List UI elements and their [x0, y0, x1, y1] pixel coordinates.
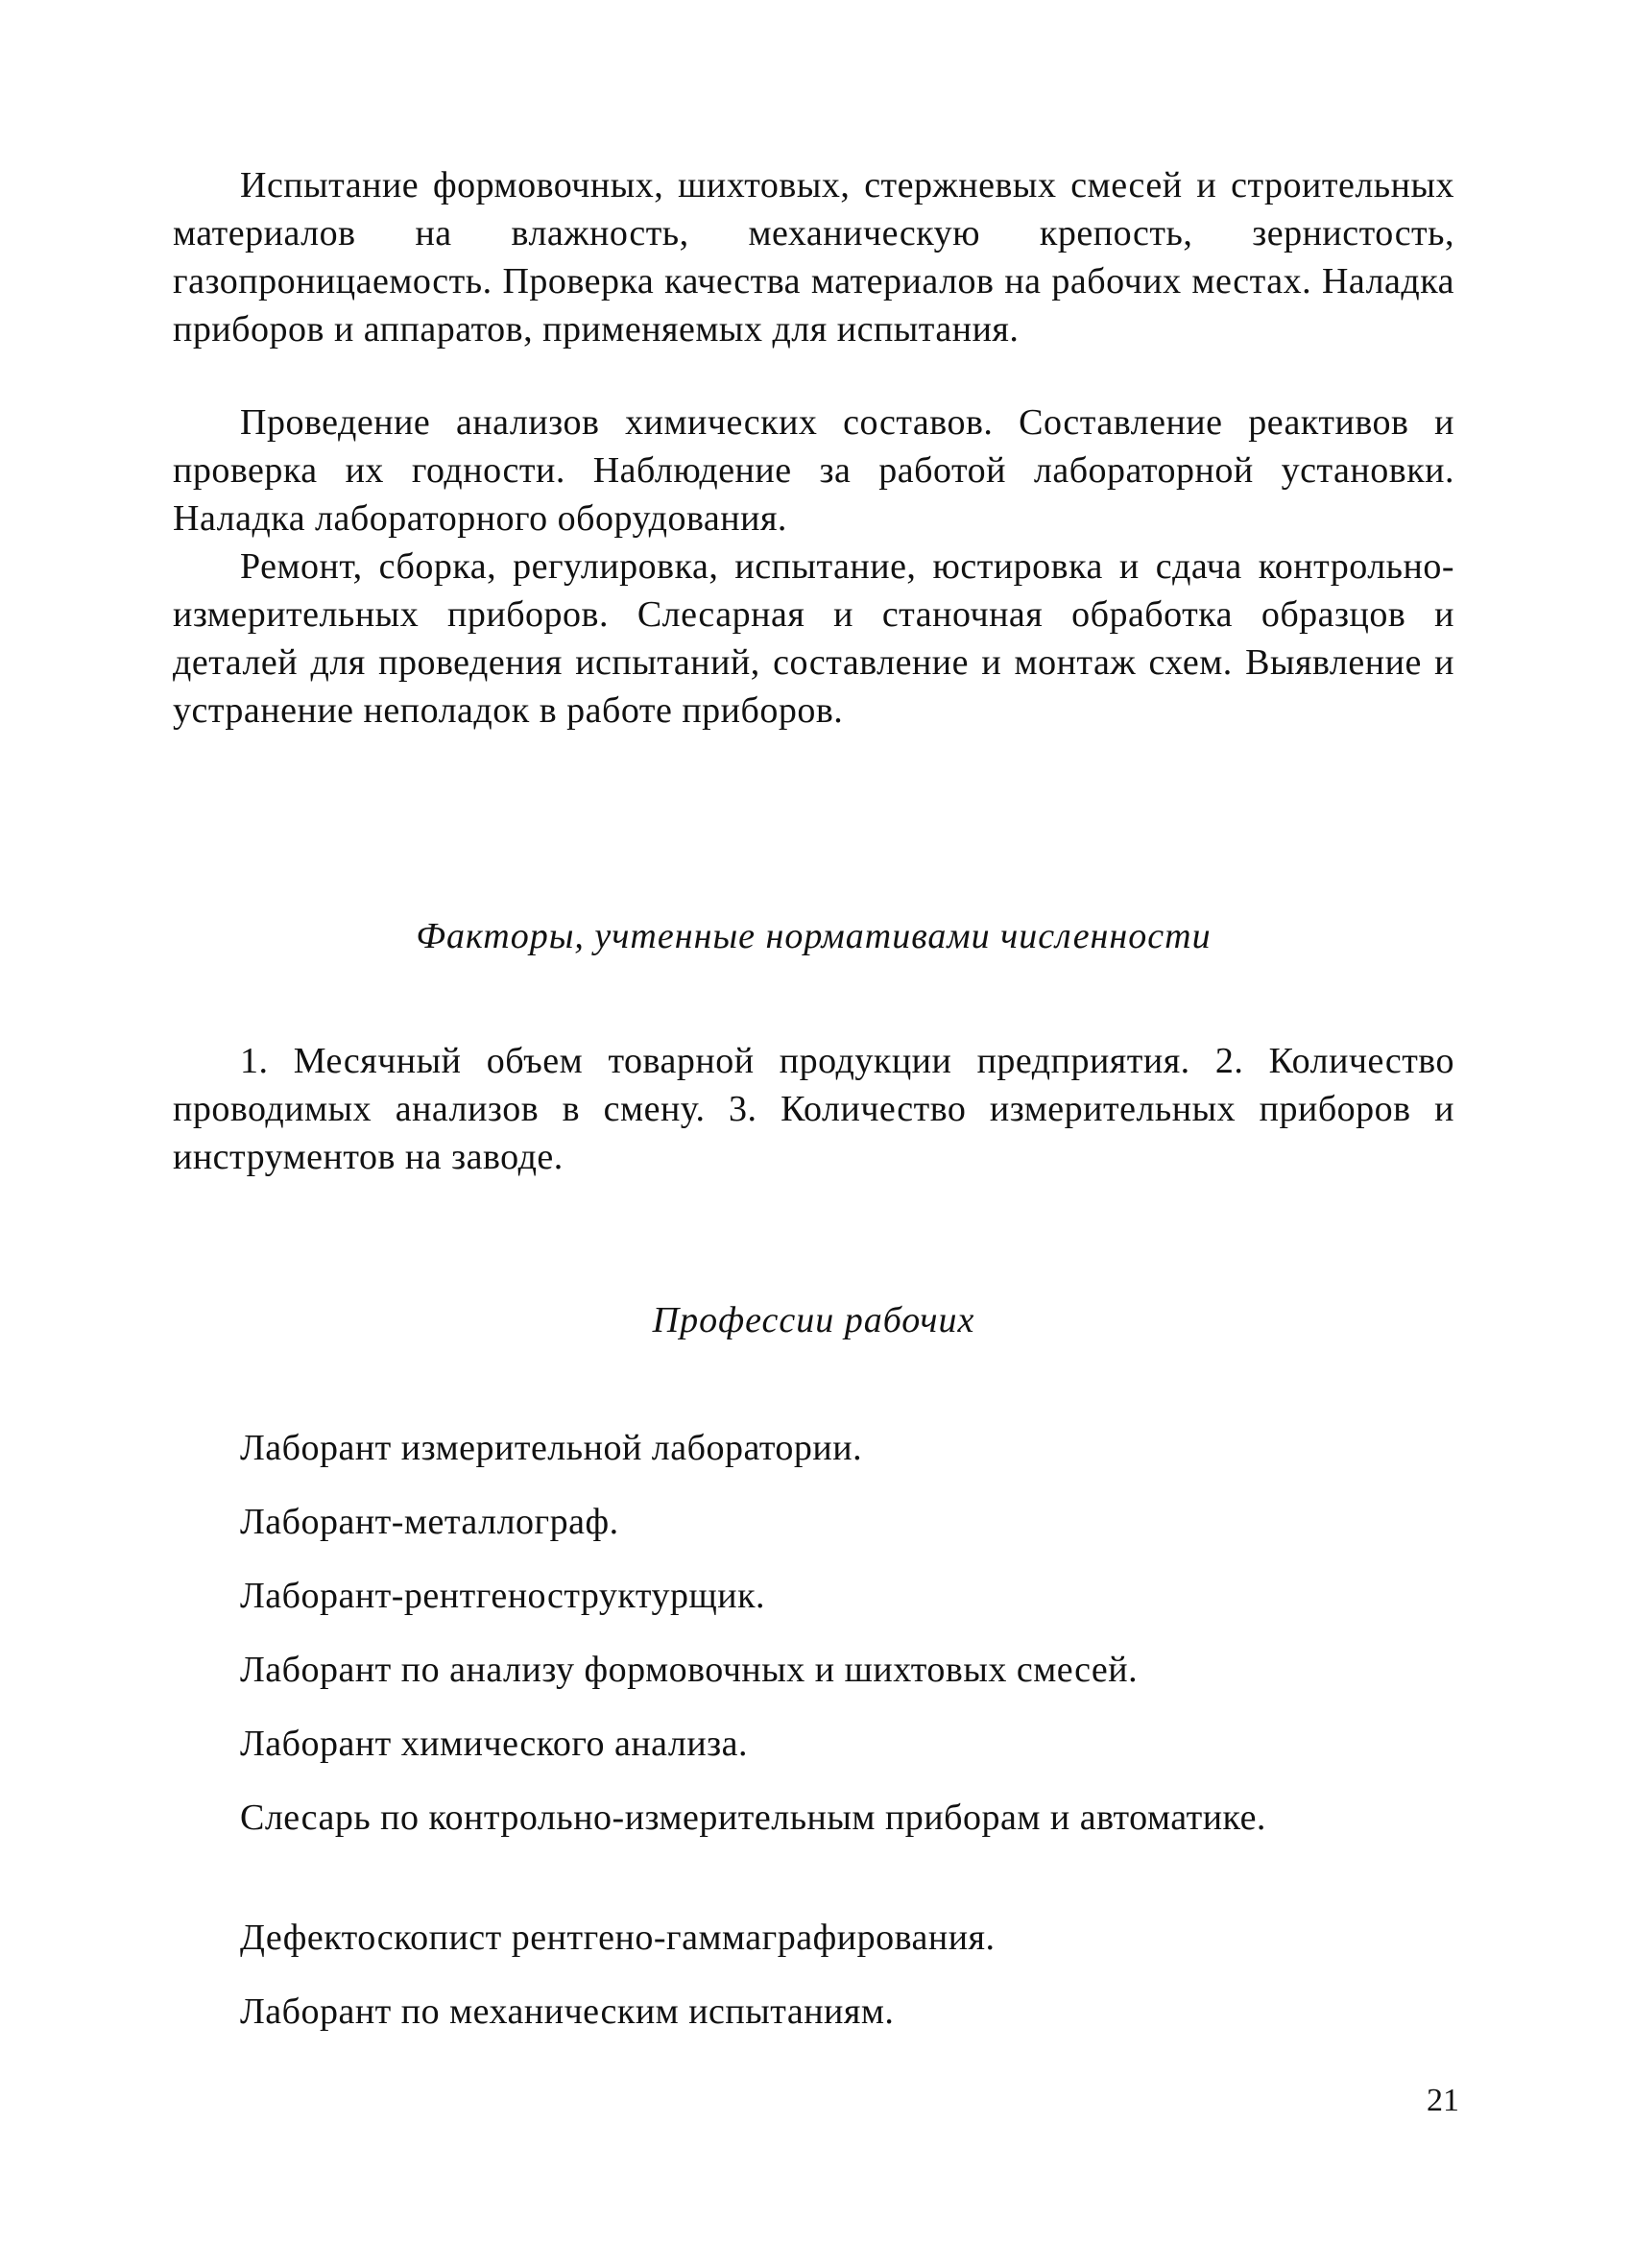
page-number: 21 [1427, 2083, 1459, 2118]
profession-item [173, 1646, 1454, 1694]
profession-item [173, 1914, 1454, 1962]
profession-item [173, 1720, 1454, 1768]
paragraph-repair [173, 543, 1454, 735]
paragraph-text: Испытание формовочных, шихтовых, стержневых смесей и строительных материалов на влажность, механическую крепость, зернистость, газопроницаемость. Проверка качества материалов на рабочих местах. Наладка приборов и аппаратов, применяемых для испытания. [173, 165, 1454, 350]
paragraph-text: Проведение анализов химических составов. Составление реактивов и проверка их годности. Наблюдение за работой лабораторной установки. Наладка лабораторного оборудования. [173, 402, 1454, 539]
factors-text: 1. Месячный объем товарной продукции предприятия. 2. Количество проводимых анализов в смену. 3. Количество измерительных приборов и инструментов на заводе. [173, 1041, 1454, 1177]
profession-text: Лаборант по механическим испытаниям. [240, 1991, 895, 2032]
factors-heading-block [173, 912, 1454, 960]
profession-item [173, 1572, 1454, 1620]
profession-item [173, 1794, 1454, 1842]
profession-item [173, 1424, 1454, 1472]
profession-text: Лаборант измерительной лаборатории. [240, 1428, 863, 1468]
paragraph-text: Ремонт, сборка, регулировка, испытание, юстировка и сдача контрольно-измерительных приборов. Слесарная и станочная обработка образцов и деталей для проведения испытаний, составление и монтаж схем. Выявление и устранение неполадок в работе приборов. [173, 546, 1454, 731]
paragraph-analysis [173, 398, 1454, 543]
professions-heading-block [173, 1296, 1454, 1344]
profession-text: Лаборант химического анализа. [240, 1724, 749, 1764]
factors-heading: Факторы, учтенные нормативами численности [416, 916, 1212, 956]
profession-text: Лаборант по анализу формовочных и шихтовых смесей. [240, 1650, 1139, 1690]
paragraph-testing [173, 161, 1454, 353]
profession-item [173, 1988, 1454, 2036]
profession-text: Лаборант-рентгеноструктурщик. [240, 1576, 766, 1616]
factors-block [173, 1037, 1454, 1181]
professions-heading: Профессии рабочих [652, 1300, 975, 1340]
profession-text: Лаборант-металлограф. [240, 1502, 619, 1542]
profession-item [173, 1498, 1454, 1546]
profession-text: Дефектоскопист рентгено-гаммаграфирования. [240, 1918, 996, 1958]
profession-text: Слесарь по контрольно-измерительным приборам и автоматике. [240, 1798, 1266, 1838]
